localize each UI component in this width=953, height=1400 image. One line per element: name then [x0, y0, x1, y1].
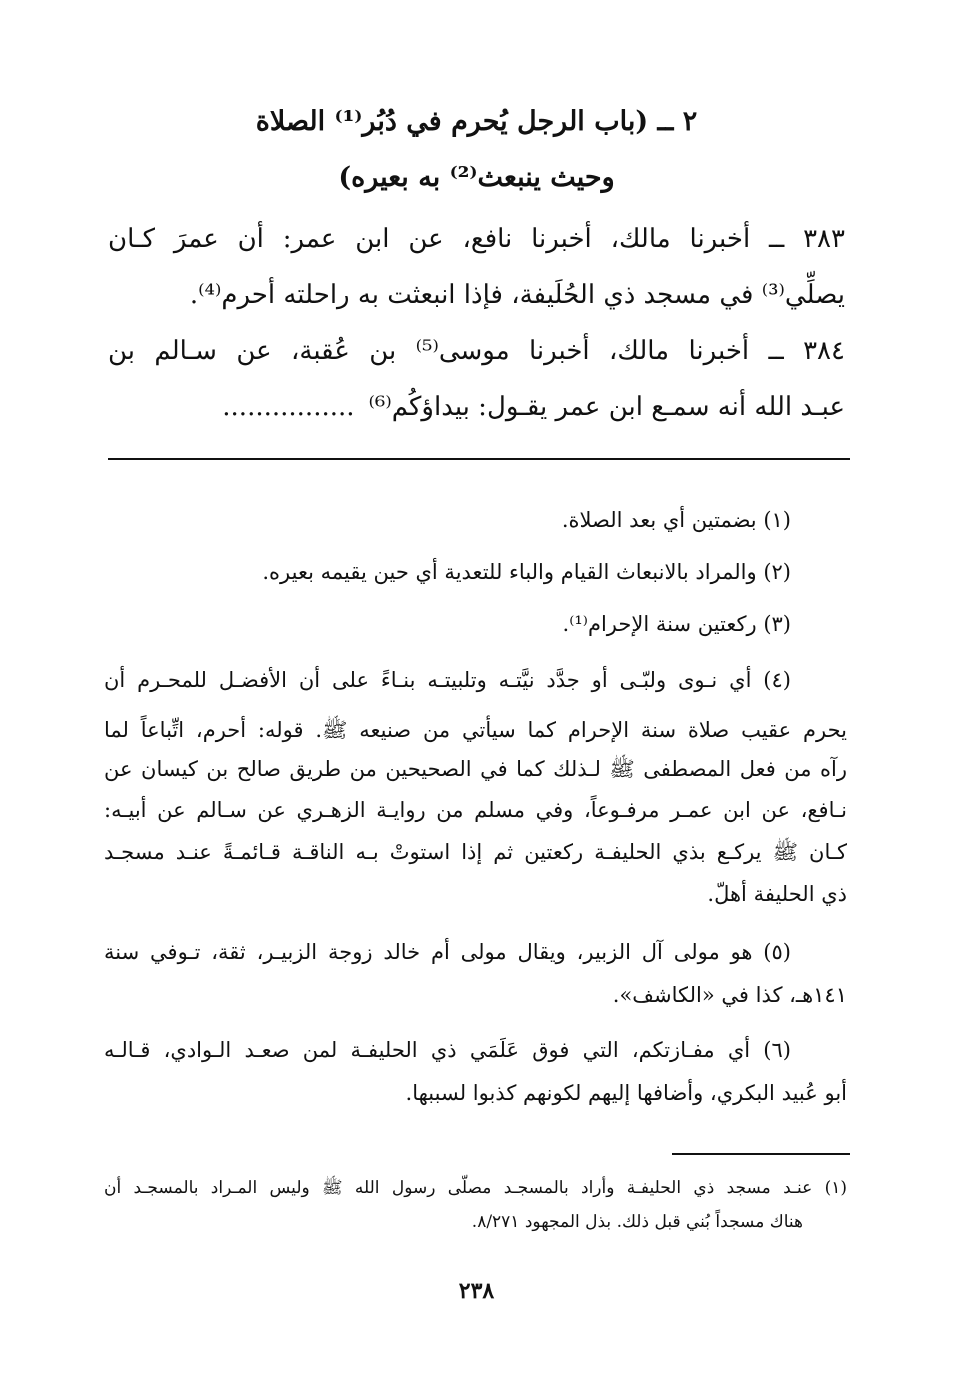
footnote-4-line-3: رآه من فعل المصطفى ﷺ لـذلك كما في الصحيحين من طريق صالح بن كيسان عن: [104, 757, 847, 781]
sub-footnote-separator: [672, 1153, 850, 1155]
hadith-384-line-1: ٣٨٤ ــ أخبرنا مالك، أخبرنا موسى⁽⁵⁾ بن عُقبة، عن سـالم بن: [108, 336, 845, 366]
footnote-2: (٢) والمراد بالانبعاث القيام والباء للتعدية أي حين يقيمه بعيره.: [262, 560, 791, 584]
footnote-5-line-1: (٥) هو مولى آل الزبير، ويقال مولى أم خالد زوجة الزبيـر، ثقة، تـوفي سنة: [104, 940, 791, 964]
footnote-4-line-1: (٤) أي نـوى ولبّـى أو جدَّد نيَّتـه وتلبيتـه بنـاءً على أن الأفضـل للمحـرم أن: [104, 668, 791, 692]
continuation-dots: ................: [222, 392, 355, 422]
chapter-heading-line-2: وحيث ينبعث⁽²⁾ به بعيره): [338, 162, 615, 193]
footnote-5-line-2: ١٤١هـ، كذا في «الكاشف».: [612, 983, 847, 1007]
hadith-384-text: عبـد الله أنه سمـع ابن عمر يقـول: بيداؤكُم⁽⁶⁾: [368, 392, 845, 422]
hadith-383-line-1: ٣٨٣ ــ أخبرنا مالك، أخبرنا نافع، عن ابن عمر: أن عمرَ كـان: [108, 224, 845, 254]
footnote-4-line-5: كـان ﷺ يركـع بذي الحليفـة ركعتين ثم إذا استوتْ بـه الناقـة قـائمـةً عنـد مسجـد: [104, 840, 847, 864]
hadith-384-line-2: [108, 394, 845, 420]
chapter-heading-line-1: ٢ ــ (باب الرجل يُحرم في دُبُر⁽¹⁾ الصلاة: [255, 106, 698, 137]
footnote-separator: [108, 458, 850, 460]
footnote-6-line-2: أبو عُبيد البكري، وأضافها إليهم لكونهم كذبوا لسببها.: [405, 1081, 847, 1105]
footnote-3: (٣) ركعتين سنة الإحرام⁽¹⁾.: [562, 612, 791, 636]
footnote-4-line-2: يحرم عقيب صلاة سنة الإحرام كما سيأتي من صنيعه ﷺ. قوله: أحرم، اتِّباعاً لما: [104, 718, 847, 742]
footnote-4-line-6: ذي الحليفة أهلّ.: [707, 882, 847, 906]
sub-footnote-line-1: (١) عنـد مسجد ذي الحليفـة وأراد بالمسجـد مصلّى رسول الله ﷺ وليس المـراد بالمسجـد أن: [104, 1178, 847, 1198]
footnote-1: (١) بضمتين أي بعد الصلاة.: [561, 508, 791, 532]
page-number: ٢٣٨: [458, 1278, 495, 1304]
sub-footnote-line-2: [104, 1214, 847, 1231]
footnote-6-line-1: (٦) أي مفـازتكم، التي فوق عَلَمَي ذي الحليفـة لمن صعـد الـوادي، قـالـه: [104, 1038, 791, 1062]
hadith-383-line-2: يصلِّي⁽³⁾ في مسجد ذي الحُلَيفة، فإذا انبعثت به راحلته أحرم⁽⁴⁾.: [189, 280, 845, 310]
footnote-4-line-4: نـافع، عن ابن عمـر مرفـوعاً، وفي مسلم من روايـة الزهـري عن سـالم عن أبيـه:: [104, 798, 847, 822]
sub-footnote-line-2-text: هناك مسجداً بُني قبل ذلك. بذل المجهود ٨/٢٧١.: [471, 1212, 803, 1232]
